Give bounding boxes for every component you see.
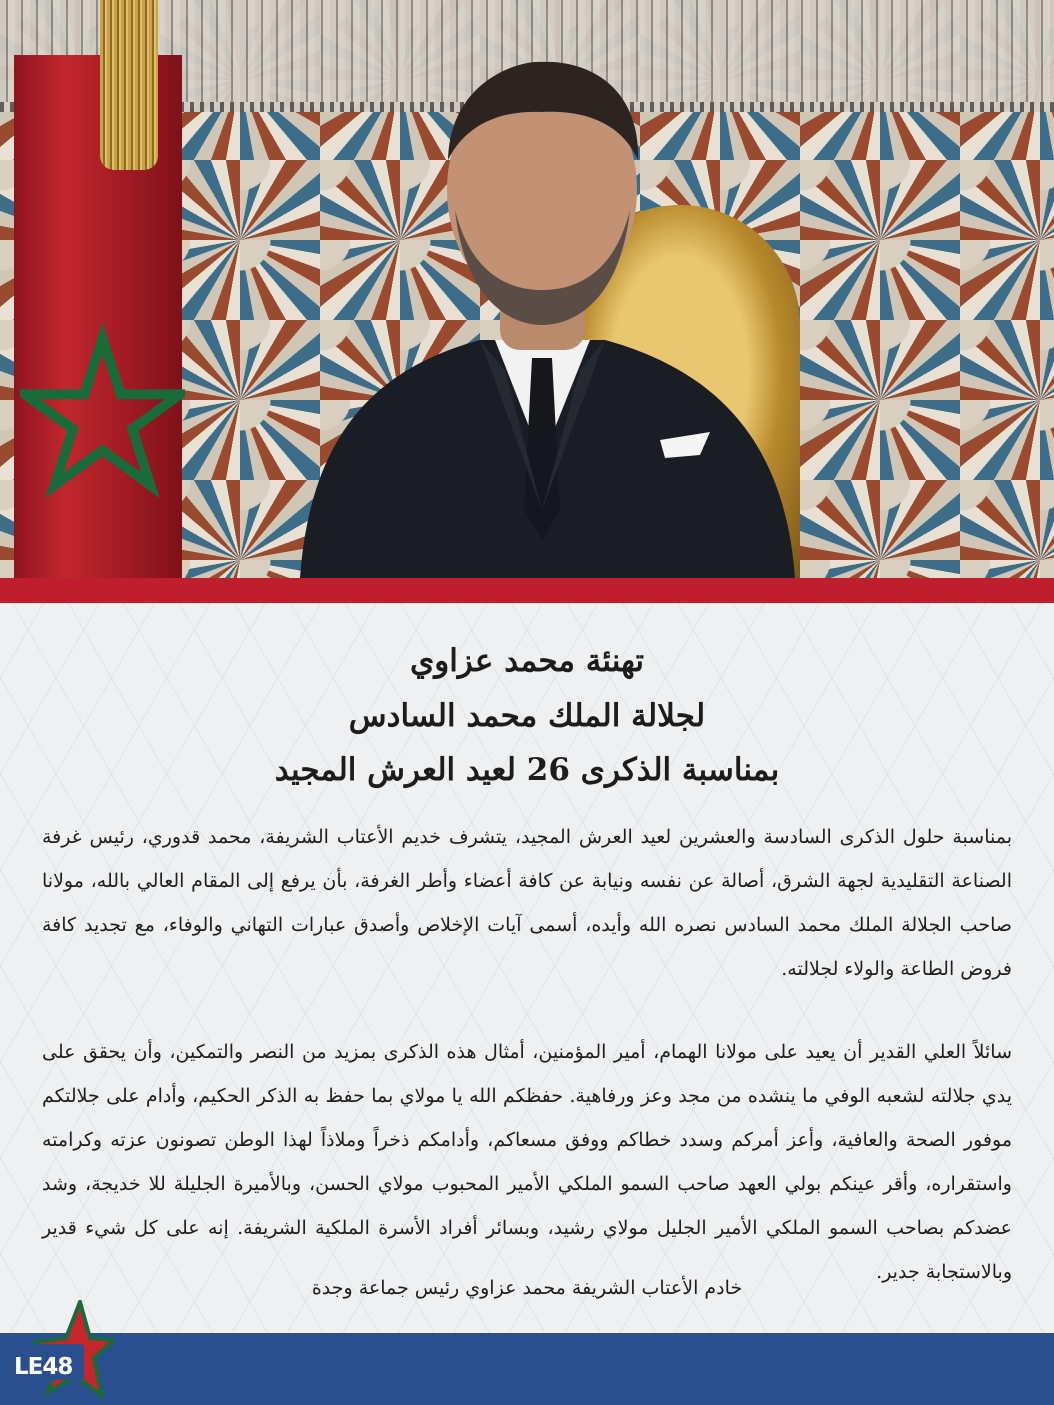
signature-line: خادم الأعتاب الشريفة محمد عزاوي رئيس جماعة وجدة [311, 1277, 743, 1299]
body-paragraph-1: بمناسبة حلول الذكرى السادسة والعشرين لعيد العرش المجيد، يتشرف خديم الأعتاب الشريفة، محمد قدوري، رئيس غرفة الصناعة التقليدية لجهة الشرق، أصالة عن نفسه ونيابة عن كافة أعضاء وأطر الغرفة، بأن يرفع إلى المقام العالي بالله، مولانا صاحب الجلالة الملك محمد السادس نصره الله وأيده، أسمى آيات الإخلاص وأصدق عبارات التهاني والوفاء، مع تجديد كافة فروض الطاعة والولاء لجلالته. [42, 826, 1012, 980]
red-divider-band [0, 578, 1054, 603]
header-photo [0, 0, 1054, 578]
title-line-3: بمناسبة الذكرى 26 لعيد العرش المجيد [274, 752, 780, 788]
star-logo-icon [2, 1300, 114, 1405]
portrait-figure [280, 40, 805, 578]
blue-footer-band [0, 1333, 1054, 1405]
title-line-1: تهنئة محمد عزاوي [409, 643, 645, 679]
body-paragraph-2: سائلاً العلي القدير أن يعيد على مولانا الهمام، أمير المؤمنين، أمثال هذه الذكرى بمزيد من النصر والتمكين، وأن يحقق على يدي جلالته لشعبه الوفي ما ينشده من مجد وعز ورفاهية. حفظكم الله يا مولاي بما حفظ به الذكر الحكيم، وأدام على جلالتكم موفور الصحة والعافية، وأعز أمركم وسدد خطاكم ووفق مسعاكم، وأدامكم ذخراً وملاذاً لهذا الوطن تصونون عزته وكرامته واستقراره، وأقر عينكم بولي العهد صاحب السمو الملكي الأمير المحبوب مولاي الحسن، وبالأميرة الجليلة للا خديجة، وشد عضدكم بصاحب السمو الملكي الأمير الجليل مولاي رشيد، وبسائر أفراد الأسرة الملكية الشريفة. إنه على كل شيء قدير وبالاستجابة جدير. [42, 1041, 1012, 1283]
title-line-2: لجلالة الملك محمد السادس [348, 698, 706, 734]
flag-tassel [100, 0, 158, 170]
logo-text: LE48 [14, 1354, 73, 1380]
flag-star-icon [20, 300, 185, 515]
